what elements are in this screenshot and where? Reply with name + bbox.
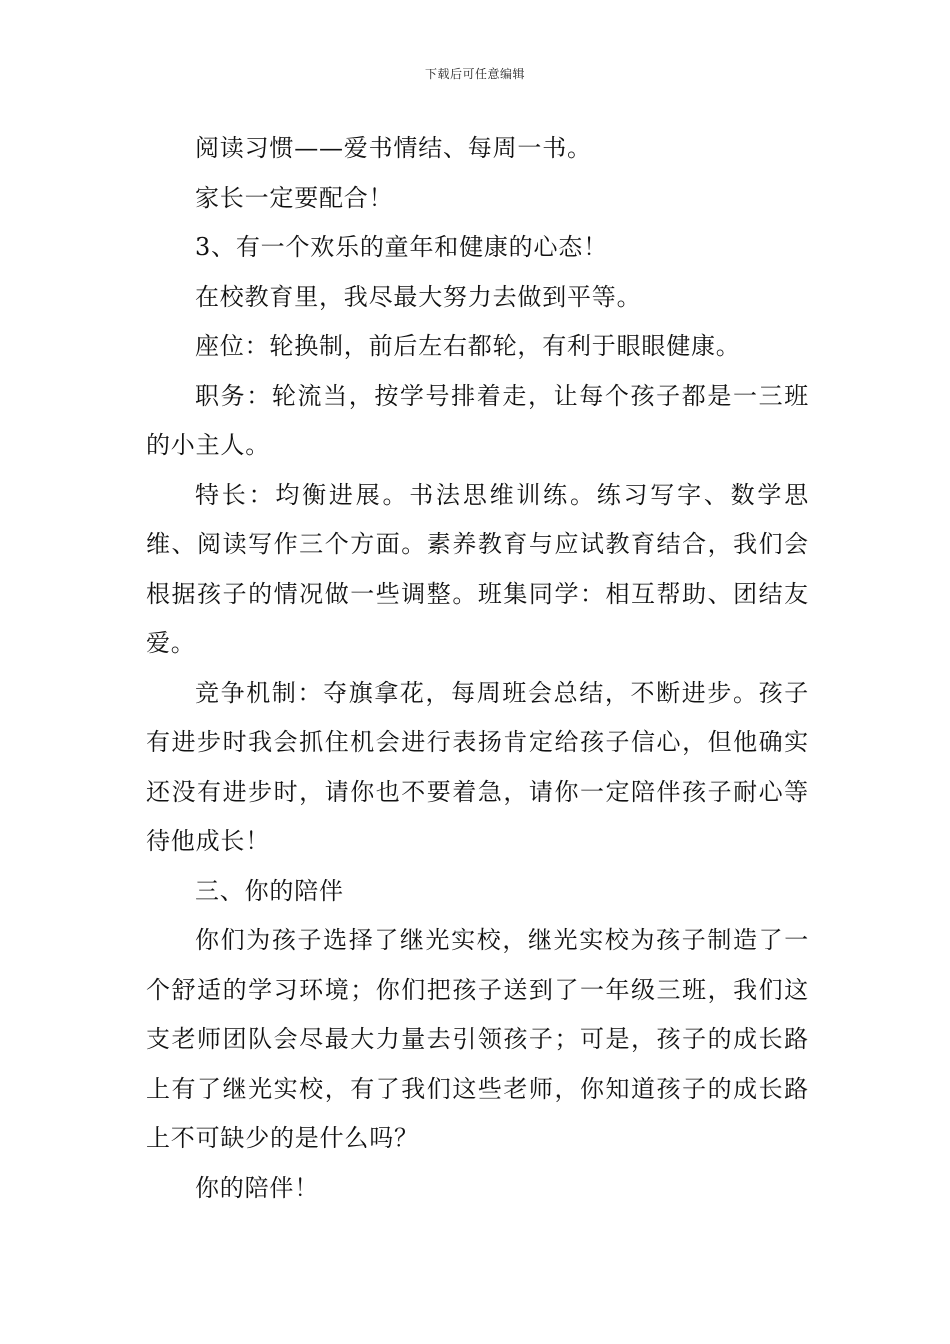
paragraph-parent-cooperation: 家长一定要配合！: [195, 183, 394, 212]
paragraph-competition: 竞争机制：夺旗拿花，每周班会总结，不断进步。孩子有进步时我会抓住机会进行表扬肯定给孩子信心，但他确实还没有进步时，请你也不要着急，请你一定陪伴孩子耐心等待他成长！: [146, 678, 809, 855]
section-heading-companionship: 三、你的陪伴: [195, 876, 344, 905]
paragraph-specialties: 特长：均衡进展。书法思维训练。练习写字、数学思维、阅读写作三个方面。素养教育与应试教育结合，我们会根据孩子的情况做一些调整。班集同学：相互帮助、团结友爱。: [146, 480, 809, 657]
paragraph-happy-childhood: 3、有一个欢乐的童年和健康的心态！: [195, 233, 608, 261]
paragraph-duties: 职务：轮流当，按学号排着走，让每个孩子都是一三班的小主人。: [146, 381, 809, 459]
paragraph-school-choice: 你们为孩子选择了继光实校，继光实校为孩子制造了一个舒适的学习环境；你们把孩子送到了一年级三班，我们这支老师团队会尽最大力量去引领孩子；可是，孩子的成长路上有了继光实校，有了我们这些老师，你知道孩子的成长路上不可缺少的是什么吗？: [146, 926, 809, 1152]
paragraph-reading-habit: 阅读习惯——爱书情结、每周一书。: [195, 134, 592, 162]
document-body: [146, 124, 809, 1213]
page-header: 下载后可任意编辑: [424, 67, 525, 81]
paragraph-seating: 座位：轮换制，前后左右都轮，有利于眼眼健康。: [195, 332, 741, 360]
paragraph-equality: 在校教育里，我尽最大努力去做到平等。: [195, 282, 642, 311]
paragraph-your-companionship: 你的陪伴！: [195, 1173, 319, 1202]
